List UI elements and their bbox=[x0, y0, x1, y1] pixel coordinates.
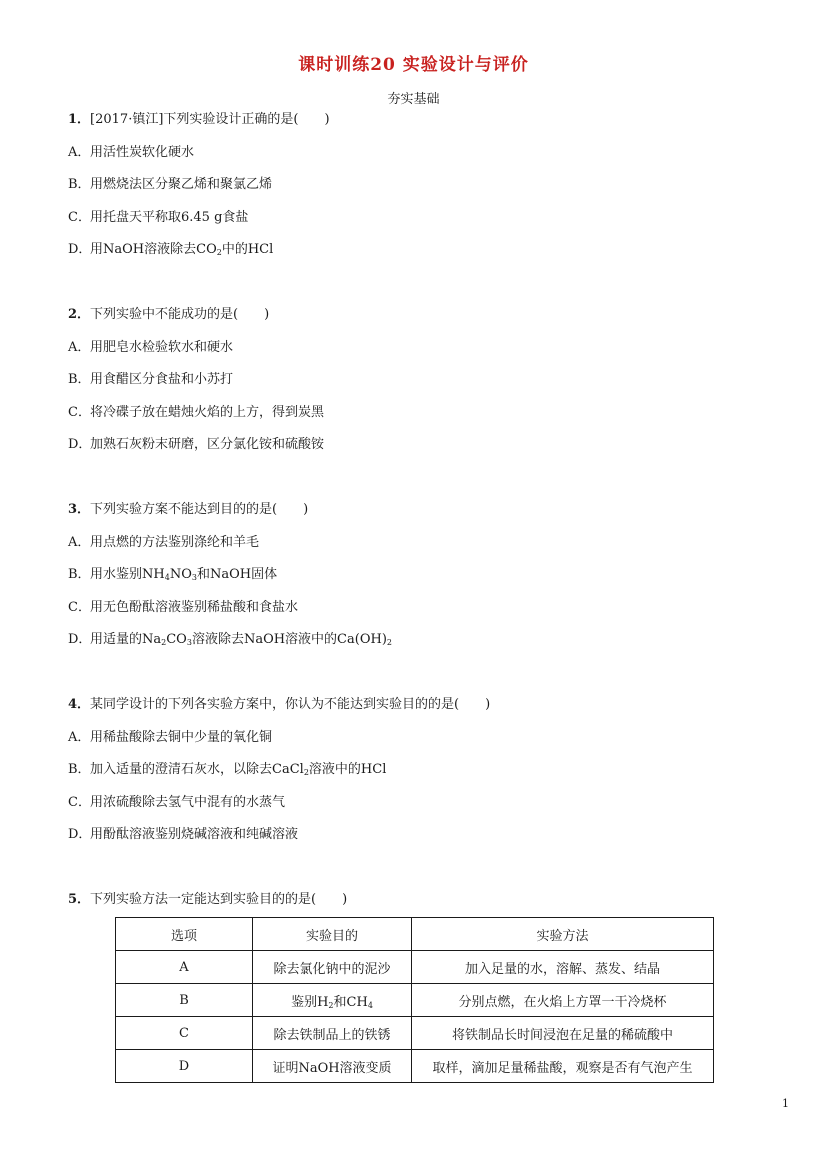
option-4a bbox=[68, 729, 272, 747]
option-text: 用无色酚酞溶液鉴别稀盐酸和食盐水 bbox=[90, 600, 299, 615]
option-key: C． bbox=[68, 405, 91, 420]
option-key: A． bbox=[68, 340, 91, 355]
table-header: 选项 bbox=[116, 918, 253, 951]
option-text: 用浓硫酸除去氢气中混有的水蒸气 bbox=[90, 795, 286, 810]
option-text: 用水鉴别NH bbox=[90, 567, 165, 582]
question-4 bbox=[68, 696, 490, 714]
question-1 bbox=[68, 111, 330, 129]
option-2d bbox=[68, 436, 324, 454]
question-number: 4． bbox=[68, 697, 91, 712]
option-text: 用NaOH溶液除去CO bbox=[90, 242, 217, 257]
option-text: 用燃烧法区分聚乙烯和聚氯乙烯 bbox=[90, 177, 273, 192]
question-text: [2017·镇江]下列实验设计正确的是( ) bbox=[90, 112, 330, 127]
option-2c bbox=[68, 404, 324, 422]
table-cell-method: 将铁制品长时间浸泡在足量的稀硫酸中 bbox=[412, 1017, 714, 1050]
subscript: 2 bbox=[303, 768, 309, 777]
option-key: C． bbox=[68, 210, 91, 225]
table-cell-option: C bbox=[116, 1017, 253, 1050]
option-text: 将冷碟子放在蜡烛火焰的上方，得到炭黑 bbox=[90, 405, 325, 420]
question-text: 某同学设计的下列各实验方案中，你认为不能达到实验目的的是( ) bbox=[90, 697, 491, 712]
question-text: 下列实验方法一定能达到实验目的的是( ) bbox=[90, 892, 348, 907]
option-text: 溶液中的HCl bbox=[308, 762, 387, 777]
table-cell-method: 取样，滴加足量稀盐酸，观察是否有气泡产生 bbox=[412, 1050, 714, 1083]
question-5 bbox=[68, 891, 347, 909]
option-text: 用稀盐酸除去铜中少量的氧化铜 bbox=[90, 730, 273, 745]
option-2b bbox=[68, 371, 233, 389]
option-key: D． bbox=[68, 242, 92, 257]
subscript: 4 bbox=[367, 1000, 373, 1010]
option-1c bbox=[68, 209, 248, 227]
option-key: C． bbox=[68, 600, 91, 615]
subscript: 2 bbox=[386, 638, 392, 647]
page-number: 1 bbox=[782, 1097, 789, 1110]
subscript: 4 bbox=[164, 573, 170, 582]
table-header-row bbox=[116, 918, 714, 951]
option-text: 和NaOH固体 bbox=[196, 567, 278, 582]
option-key: D． bbox=[68, 437, 92, 452]
option-3c bbox=[68, 599, 298, 617]
option-3b bbox=[68, 566, 277, 584]
table-header: 实验目的 bbox=[253, 918, 412, 951]
table-cell-method: 分别点燃，在火焰上方罩一干冷烧杯 bbox=[412, 984, 714, 1017]
option-key: B． bbox=[68, 372, 91, 387]
option-key: D． bbox=[68, 827, 92, 842]
option-3a bbox=[68, 534, 259, 552]
experiment-table bbox=[115, 917, 714, 1083]
question-text: 下列实验方案不能达到目的的是( ) bbox=[90, 502, 309, 517]
table-header: 实验方法 bbox=[412, 918, 714, 951]
table-cell-method: 加入足量的水，溶解、蒸发、结晶 bbox=[412, 951, 714, 984]
subscript: 3 bbox=[191, 573, 197, 582]
option-3d bbox=[68, 631, 392, 649]
option-text: 用点燃的方法鉴别涤纶和羊毛 bbox=[90, 535, 260, 550]
table-row bbox=[116, 1017, 714, 1050]
option-text: 用托盘天平称取6.45 g食盐 bbox=[90, 210, 249, 225]
document-title: 课时训练20 实验设计与评价 bbox=[298, 55, 529, 75]
option-text: 加熟石灰粉末研磨，区分氯化铵和硫酸铵 bbox=[90, 437, 325, 452]
table-cell-goal: 证明NaOH溶液变质 bbox=[253, 1050, 412, 1083]
table-row bbox=[116, 951, 714, 984]
section-subtitle: 夯实基础 bbox=[387, 92, 440, 107]
option-2a bbox=[68, 339, 233, 357]
question-3 bbox=[68, 501, 308, 519]
option-4c bbox=[68, 794, 285, 812]
question-number: 2． bbox=[68, 307, 91, 322]
option-text: 加入适量的澄清石灰水，以除去CaCl bbox=[90, 762, 304, 777]
option-key: C． bbox=[68, 795, 91, 810]
subscript: 2 bbox=[328, 1000, 334, 1010]
table-cell-option: D bbox=[116, 1050, 253, 1083]
goal-text: 鉴别H bbox=[291, 994, 329, 1010]
question-2 bbox=[68, 306, 269, 324]
subscript: 2 bbox=[216, 248, 222, 257]
table-cell-goal bbox=[253, 984, 412, 1017]
option-text: 用食醋区分食盐和小苏打 bbox=[90, 372, 234, 387]
option-key: B． bbox=[68, 567, 91, 582]
option-text: CO bbox=[166, 632, 187, 647]
subscript: 2 bbox=[161, 638, 167, 647]
option-key: A． bbox=[68, 730, 91, 745]
option-4d bbox=[68, 826, 298, 844]
option-key: D． bbox=[68, 632, 92, 647]
option-key: B． bbox=[68, 177, 91, 192]
option-text: 溶液除去NaOH溶液中的Ca(OH) bbox=[191, 632, 387, 647]
table-row bbox=[116, 1050, 714, 1083]
option-1a bbox=[68, 144, 194, 162]
goal-text: 和CH bbox=[333, 994, 368, 1010]
option-text: 用适量的Na bbox=[90, 632, 162, 647]
option-key: B． bbox=[68, 762, 91, 777]
option-text: 用肥皂水检验软水和硬水 bbox=[90, 340, 234, 355]
option-1b bbox=[68, 176, 272, 194]
subscript: 3 bbox=[186, 638, 192, 647]
question-number: 5． bbox=[68, 892, 91, 907]
option-text: 中的HCl bbox=[221, 242, 274, 257]
table-cell-goal: 除去氯化钠中的泥沙 bbox=[253, 951, 412, 984]
question-text: 下列实验中不能成功的是( ) bbox=[90, 307, 270, 322]
question-number: 1． bbox=[68, 112, 91, 127]
option-text: NO bbox=[169, 567, 192, 582]
option-text: 用酚酞溶液鉴别烧碱溶液和纯碱溶液 bbox=[90, 827, 299, 842]
option-key: A． bbox=[68, 145, 91, 160]
question-number: 3． bbox=[68, 502, 91, 517]
option-text: 用活性炭软化硬水 bbox=[90, 145, 195, 160]
option-key: A． bbox=[68, 535, 91, 550]
option-1d bbox=[68, 241, 273, 259]
table-row bbox=[116, 984, 714, 1017]
table-cell-option: B bbox=[116, 984, 253, 1017]
table-cell-goal: 除去铁制品上的铁锈 bbox=[253, 1017, 412, 1050]
option-4b bbox=[68, 761, 386, 779]
table-cell-option: A bbox=[116, 951, 253, 984]
